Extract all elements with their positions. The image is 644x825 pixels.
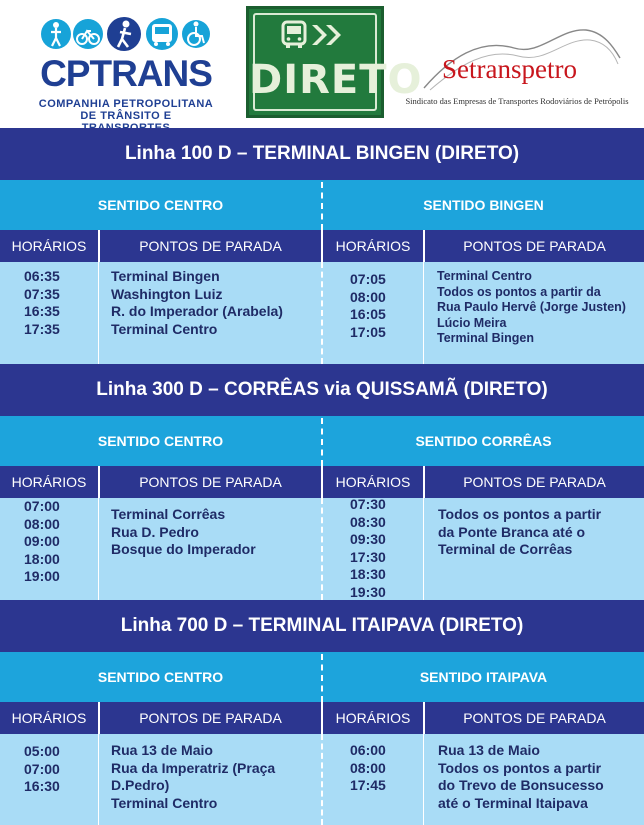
cptrans-logo-icons <box>40 14 210 54</box>
stops-list <box>438 742 604 812</box>
departure-time: 07:00 <box>24 760 60 777</box>
direto-sign <box>246 6 423 118</box>
line-title: Linha 700 D – TERMINAL ITAIPAVA (DIRETO) <box>0 600 644 652</box>
stops-header: PONTOS DE PARADA <box>463 238 606 254</box>
bus-stop: Terminal Bingen <box>111 268 220 284</box>
departure-time: 17:30 <box>350 548 386 565</box>
bus-stop: do Trevo de Bonsucesso <box>438 777 604 793</box>
times-header: HORÁRIOS <box>335 710 411 726</box>
bus-stop: Bosque do Imperador <box>111 541 256 557</box>
column-header-row <box>0 702 644 734</box>
bus-stop: Terminal Bingen <box>437 331 535 345</box>
departure-time: 07:35 <box>24 285 60 302</box>
bus-stop: Todos os pontos a partir da <box>437 284 601 299</box>
direction-band <box>0 180 644 230</box>
direto-word: DIRETO <box>249 57 423 103</box>
stops-list <box>111 268 283 338</box>
direction-label: SENTIDO ITAIPAVA <box>419 669 548 685</box>
bus-stop: até o Terminal Itaipava <box>438 794 588 811</box>
bus-stop: Todos os pontos a partir <box>438 506 602 522</box>
times-header: HORÁRIOS <box>335 474 411 490</box>
departure-time: 06:00 <box>350 742 386 758</box>
times-list <box>350 271 386 341</box>
times-list <box>24 268 60 338</box>
cptrans-brand: CPTRANS <box>40 53 212 94</box>
setranspetro-logo <box>392 18 642 118</box>
bus-stop: Washington Luiz <box>111 285 223 302</box>
departure-time: 19:30 <box>350 583 386 600</box>
departure-time: 16:30 <box>24 778 60 794</box>
departure-time: 09:00 <box>24 533 60 549</box>
times-list <box>24 743 60 796</box>
stops-list <box>111 506 256 559</box>
stops-list <box>111 742 275 812</box>
cptrans-subtitle-line1: COMPANHIA PETROPOLITANA <box>38 98 214 110</box>
double-chevron-right-icon <box>312 25 341 45</box>
departure-time: 08:00 <box>350 759 386 776</box>
direction-label: SENTIDO CENTRO <box>97 433 224 449</box>
stops-header: PONTOS DE PARADA <box>463 710 606 726</box>
departure-time: 08:30 <box>350 513 386 530</box>
times-list <box>24 498 60 586</box>
departure-time: 06:35 <box>24 268 60 284</box>
bus-stop: Terminal Centro <box>437 269 532 283</box>
bus-icon <box>283 22 305 48</box>
direction-label: SENTIDO CORRÊAS <box>415 433 552 449</box>
departure-time: 16:35 <box>24 303 60 319</box>
departure-time: 07:05 <box>350 271 386 287</box>
departure-time: 19:00 <box>24 568 60 584</box>
bus-stop: Terminal Centro <box>111 320 218 337</box>
direto-sign-icons <box>279 19 355 51</box>
bus-stop: R. do Imperador (Arabela) <box>111 303 283 319</box>
departure-time: 09:30 <box>350 531 386 547</box>
bus-stop: da Ponte Branca até o <box>438 523 586 540</box>
direction-label: SENTIDO BINGEN <box>423 197 544 213</box>
cptrans-subtitle-line2: DE TRÂNSITO E <box>80 110 172 122</box>
setranspetro-name: Setranspetro <box>442 54 577 84</box>
bus-stop: Lúcio Meira <box>437 315 507 330</box>
bus-stop: Terminal de Corrêas <box>438 541 573 557</box>
times-header: HORÁRIOS <box>11 474 87 490</box>
times-list <box>350 742 386 795</box>
schedule-body <box>0 734 644 825</box>
stops-list <box>438 506 601 559</box>
bus-stop: Rua da Imperatriz (Praça <box>111 759 276 776</box>
poster-header <box>0 0 644 128</box>
cptrans-logo <box>36 14 216 122</box>
bus-stop: Rua D. Pedro <box>111 523 199 540</box>
departure-time: 18:00 <box>24 550 60 567</box>
departure-time: 16:05 <box>350 306 386 322</box>
times-header: HORÁRIOS <box>11 238 87 254</box>
stops-header: PONTOS DE PARADA <box>139 474 282 490</box>
bus-stop: Rua 13 de Maio <box>438 742 540 758</box>
direction-band <box>0 652 644 702</box>
stops-header: PONTOS DE PARADA <box>139 710 282 726</box>
departure-time: 18:30 <box>350 566 386 582</box>
bus-stop: Rua 13 de Maio <box>111 742 213 758</box>
bus-stop: D.Pedro) <box>111 777 170 793</box>
departure-time: 05:00 <box>24 743 60 759</box>
bicycle-icon <box>73 19 103 49</box>
stops-header: PONTOS DE PARADA <box>463 474 606 490</box>
departure-time: 17:45 <box>350 777 386 793</box>
direction-label: SENTIDO CENTRO <box>97 197 224 213</box>
line-title: Linha 300 D – CORRÊAS via QUISSAMÃ (DIRETO) <box>0 364 644 416</box>
times-list <box>350 496 386 601</box>
bus-stop: Todos os pontos a partir <box>438 759 602 776</box>
setranspetro-tagline: Sindicato das Empresas de Transportes Rodoviários de Petrópolis <box>405 96 629 106</box>
times-header: HORÁRIOS <box>335 238 411 254</box>
departure-time: 08:00 <box>350 288 386 305</box>
departure-time: 17:35 <box>24 320 60 337</box>
stops-list <box>437 269 626 347</box>
schedule-body <box>0 498 644 600</box>
departure-time: 07:00 <box>24 498 60 514</box>
direction-label: SENTIDO CENTRO <box>97 669 224 685</box>
schedule-body <box>0 262 644 364</box>
times-header: HORÁRIOS <box>11 710 87 726</box>
departure-time: 17:05 <box>350 323 386 340</box>
bus-stop: Rua Paulo Hervê (Jorge Justen) <box>437 300 626 314</box>
direction-band <box>0 416 644 466</box>
departure-time: 07:30 <box>350 496 386 512</box>
column-header-row <box>0 230 644 262</box>
line-title: Linha 100 D – TERMINAL BINGEN (DIRETO) <box>0 128 644 180</box>
bus-stop: Terminal Centro <box>111 794 218 811</box>
bus-stop: Terminal Corrêas <box>111 506 226 522</box>
stops-header: PONTOS DE PARADA <box>139 238 282 254</box>
column-header-row <box>0 466 644 498</box>
departure-time: 08:00 <box>24 515 60 532</box>
